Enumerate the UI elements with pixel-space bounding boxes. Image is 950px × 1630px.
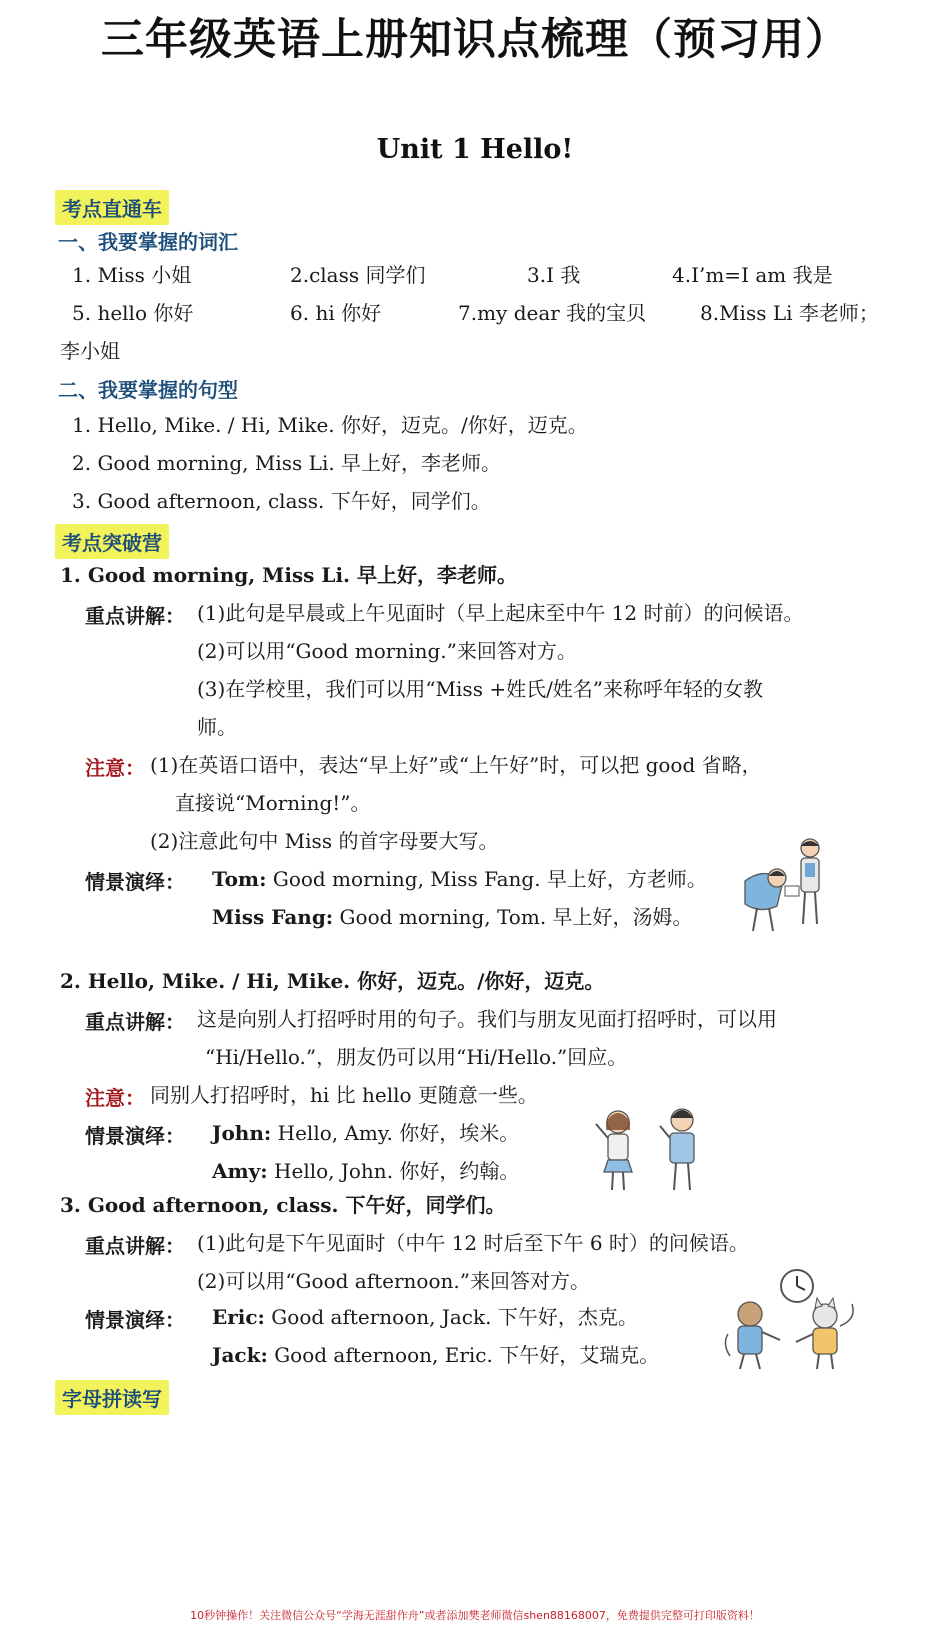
vocab-item: 1. Miss 小姐 [72,263,192,287]
key-explain-text: (2)可以用“Good morning.”来回答对方。 [197,639,577,663]
vocab-item: 6. hi 你好 [290,301,382,325]
vocab-item: 4.I’m=I am 我是 [672,263,833,287]
key-explain-label: 重点讲解： [85,1234,185,1258]
section-tag-zimu-pindu: 字母拼读写 [55,1380,169,1415]
key-explain-text: “Hi/Hello.”，朋友仍可以用“Hi/Hello.”回应。 [205,1045,628,1069]
note-text: (2)注意此句中 Miss 的首字母要大写。 [150,829,499,853]
sentence-item: 3. Good afternoon, class. 下午好，同学们。 [72,489,491,513]
key-explain-text: (1)此句是下午见面时（中午 12 时后至下午 6 时）的问候语。 [197,1231,749,1255]
page-title: 三年级英语上册知识点梳理（预习用） [101,15,849,65]
scene-label: 情景演绎： [85,1124,185,1148]
scene-label: 情景演绎： [85,1308,185,1332]
footer-note: 10秒钟操作！关注微信公众号“学海无涯甜作舟”或者添加樊老师微信shen88168007，免费提供完整可打印版资料！ [190,1609,760,1622]
vocab-item: 李小姐 [60,339,120,363]
kids-waving-illustration [590,1100,720,1195]
key-explain-text: (3)在学校里，我们可以用“Miss +姓氏/姓名”来称呼年轻的女教 [197,677,764,701]
key-explain-text: (2)可以用“Good afternoon.”来回答对方。 [197,1269,590,1293]
vocab-item: 7.my dear 我的宝贝 [458,301,647,325]
point-2-heading: 2. Hello, Mike. / Hi, Mike. 你好，迈克。/你好，迈克。 [60,969,605,993]
section-tag-kaodian-zhitongche: 考点直通车 [55,190,169,225]
key-explain-text: (1)此句是早晨或上午见面时（早上起床至中午 12 时前）的问候语。 [197,601,804,625]
sentence-heading: 二、我要掌握的句型 [58,378,238,402]
note-text: 同别人打招呼时，hi 比 hello 更随意一些。 [150,1083,538,1107]
point-1-heading: 1. Good morning, Miss Li. 早上好，李老师。 [60,563,517,587]
note-label: 注意： [85,756,145,780]
key-explain-text: 这是向别人打招呼时用的句子。我们与朋友见面打招呼时，可以用 [197,1007,777,1031]
teacher-student-greeting-illustration [735,836,845,936]
section-tag-kaodian-tupoying: 考点突破营 [55,524,169,559]
vocab-item: 2.class 同学们 [290,263,426,287]
vocab-heading: 一、我要掌握的词汇 [58,230,238,254]
vocab-item: 5. hello 你好 [72,301,194,325]
scene-label: 情景演绎： [85,870,185,894]
dialogue-line: Miss Fang: Good morning, Tom. 早上好，汤姆。 [212,905,693,929]
unit-title: Unit 1 Hello! [376,134,574,165]
key-explain-text: 师。 [197,715,237,739]
key-explain-label: 重点讲解： [85,604,185,628]
note-label: 注意： [85,1086,145,1110]
note-text: 直接说“Morning!”。 [175,791,371,815]
point-3-heading: 3. Good afternoon, class. 下午好，同学们。 [60,1193,506,1217]
dialogue-line: Eric: Good afternoon, Jack. 下午好，杰克。 [212,1305,638,1329]
sentence-item: 2. Good morning, Miss Li. 早上好，李老师。 [72,451,502,475]
sentence-item: 1. Hello, Mike. / Hi, Mike. 你好，迈克。/你好，迈克。 [72,413,588,437]
dialogue-line: Tom: Good morning, Miss Fang. 早上好，方老师。 [212,867,707,891]
vocab-item: 8.Miss Li 李老师； [700,301,879,325]
clock-animals-illustration [722,1264,862,1374]
key-explain-label: 重点讲解： [85,1010,185,1034]
note-text: (1)在英语口语中，表达“早上好”或“上午好”时，可以把 good 省略， [150,753,762,777]
dialogue-line: Amy: Hello, John. 你好，约翰。 [212,1159,520,1183]
vocab-item: 3.I 我 [527,263,581,287]
dialogue-line: Jack: Good afternoon, Eric. 下午好，艾瑞克。 [212,1343,660,1367]
dialogue-line: John: Hello, Amy. 你好，埃米。 [212,1121,520,1145]
